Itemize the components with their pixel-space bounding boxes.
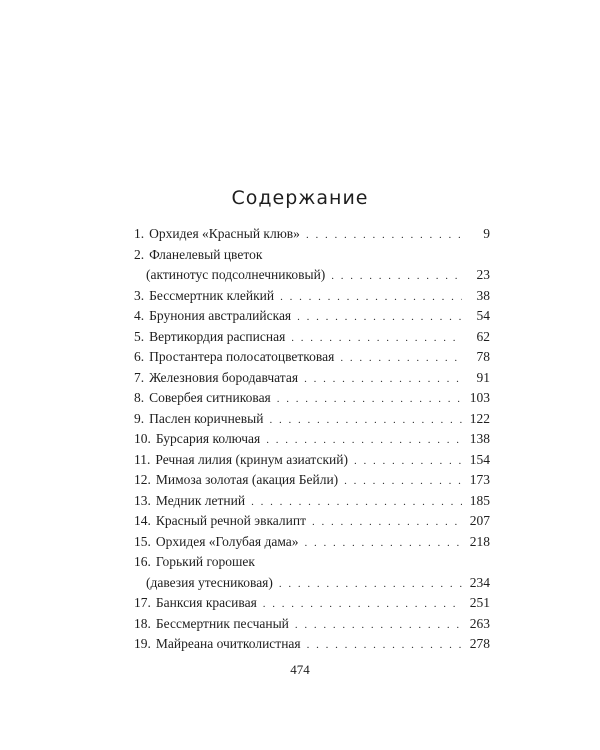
- toc-entry: [134, 388, 490, 409]
- toc-entry-number: 11.: [134, 451, 151, 467]
- dot-leader: [306, 225, 462, 246]
- toc-entry-number: 8.: [134, 390, 145, 405]
- toc-entry-title: Бессмертник клейкий: [149, 287, 275, 303]
- toc-entry-title: Речная лилия (кринум азиатский): [155, 451, 348, 467]
- toc-entry-page: 218: [469, 533, 490, 549]
- table-of-contents: [134, 224, 490, 655]
- toc-entry-row: [134, 532, 490, 553]
- toc-entry-page: 23: [476, 267, 490, 282]
- toc-entry-page: 54: [476, 308, 490, 323]
- dot-leader: [331, 266, 462, 287]
- toc-entry-title: Красный речной эвкалипт: [155, 513, 306, 528]
- toc-entry-page: 154: [469, 451, 490, 467]
- dot-leader: [312, 512, 462, 533]
- toc-entry-title: Совербея ситниковая: [149, 390, 271, 405]
- toc-entry: [134, 552, 490, 593]
- toc-entry-title: Вертикордия расписная: [149, 328, 286, 344]
- toc-entry-row: [134, 306, 490, 327]
- toc-entry-title: Горький горошек: [155, 554, 255, 569]
- dot-leader: [340, 348, 462, 369]
- toc-entry-row: [134, 593, 490, 614]
- toc-entry-title: Орхидея «Голубая дама»: [155, 533, 299, 549]
- toc-entry: [134, 409, 490, 430]
- toc-entry-row: [134, 470, 490, 491]
- toc-entry-number: 3.: [134, 287, 145, 303]
- dot-leader: [277, 389, 462, 410]
- toc-entry-number: 13.: [134, 492, 151, 508]
- toc-entry-title: Бурсария колючая: [155, 431, 261, 446]
- toc-entry: [134, 327, 490, 348]
- toc-entry-page: 78: [476, 349, 490, 364]
- toc-entry-row: [134, 552, 490, 573]
- page-title: Содержание: [231, 187, 369, 209]
- toc-entry-title: Банксия красивая: [155, 595, 257, 610]
- dot-leader: [266, 430, 462, 451]
- toc-entry-page: 138: [469, 431, 490, 446]
- toc-entry: [134, 306, 490, 327]
- toc-entry-number: 2.: [134, 246, 145, 262]
- toc-entry-continuation-row: [134, 573, 490, 594]
- toc-entry: [134, 470, 490, 491]
- toc-entry-page: 62: [476, 328, 490, 344]
- dot-leader: [305, 533, 462, 554]
- toc-entry-row: [134, 450, 490, 471]
- toc-entry-page: 91: [476, 369, 490, 385]
- toc-entry-number: 17.: [134, 595, 151, 610]
- toc-entry-number: 4.: [134, 308, 145, 323]
- dot-leader: [279, 574, 462, 595]
- toc-entry-page: 234: [469, 574, 490, 590]
- toc-entry-page: 278: [469, 636, 490, 651]
- toc-entry: [134, 429, 490, 450]
- toc-entry-number: 15.: [134, 533, 151, 549]
- toc-entry-number: 6.: [134, 349, 145, 364]
- toc-entry-title: Паслен коричневый: [149, 410, 264, 426]
- dot-leader: [291, 328, 462, 349]
- dot-leader: [251, 492, 462, 513]
- toc-entry: [134, 511, 490, 532]
- toc-entry-page: 173: [469, 472, 490, 487]
- toc-entry-number: 14.: [134, 513, 151, 528]
- toc-entry-page: 9: [483, 226, 490, 241]
- dot-leader: [295, 615, 462, 636]
- toc-entry-page: 38: [476, 287, 490, 303]
- toc-entry-number: 16.: [134, 554, 151, 569]
- toc-entry: [134, 634, 490, 655]
- toc-entry-page: 207: [469, 513, 490, 528]
- dot-leader: [280, 287, 462, 308]
- toc-entry: [134, 245, 490, 286]
- toc-entry-row: [134, 409, 490, 430]
- dot-leader: [269, 410, 462, 431]
- toc-entry: [134, 593, 490, 614]
- toc-entry: [134, 368, 490, 389]
- toc-entry-number: 1.: [134, 226, 145, 241]
- toc-entry-row: [134, 634, 490, 655]
- dot-leader: [263, 594, 462, 615]
- dot-leader: [344, 471, 462, 492]
- toc-entry-page: 103: [469, 390, 490, 405]
- toc-entry-row: [134, 614, 490, 635]
- toc-entry-number: 10.: [134, 431, 151, 446]
- toc-entry: [134, 491, 490, 512]
- toc-entry-title: (актинотус подсолнечниковый): [146, 267, 326, 282]
- page-number: 474: [290, 662, 310, 677]
- toc-entry-title: Медник летний: [155, 492, 246, 508]
- toc-entry: [134, 224, 490, 245]
- toc-entry-row: [134, 368, 490, 389]
- toc-entry-title: Майреана очитколистная: [155, 636, 301, 651]
- toc-entry-row: [134, 429, 490, 450]
- toc-entry-page: 251: [469, 595, 490, 610]
- toc-entry-row: [134, 511, 490, 532]
- toc-entry-title: Простантера полосатоцветковая: [149, 349, 335, 364]
- dot-leader: [354, 451, 462, 472]
- toc-entry-row: [134, 491, 490, 512]
- toc-entry-number: 9.: [134, 410, 145, 426]
- toc-entry-title: Фланелевый цветок: [149, 246, 263, 262]
- dot-leader: [304, 369, 462, 390]
- toc-entry-title: Бессмертник песчаный: [155, 615, 289, 631]
- toc-entry-row: [134, 286, 490, 307]
- toc-entry-row: [134, 224, 490, 245]
- toc-entry-number: 7.: [134, 369, 145, 385]
- toc-entry: [134, 347, 490, 368]
- toc-entry-number: 19.: [134, 636, 151, 651]
- toc-entry-title: Железновия бородавчатая: [149, 369, 299, 385]
- toc-entry: [134, 532, 490, 553]
- toc-entry-row: [134, 388, 490, 409]
- toc-entry: [134, 614, 490, 635]
- toc-entry: [134, 450, 490, 471]
- toc-entry-title: (давезия утесниковая): [146, 574, 273, 590]
- toc-entry-number: 12.: [134, 472, 151, 487]
- toc-entry-row: [134, 327, 490, 348]
- toc-entry-number: 18.: [134, 615, 151, 631]
- toc-entry-page: 122: [469, 410, 490, 426]
- toc-entry-number: 5.: [134, 328, 145, 344]
- toc-entry-row: [134, 245, 490, 266]
- toc-entry-row: [134, 347, 490, 368]
- toc-entry-title: Брунония австралийская: [149, 308, 292, 323]
- toc-entry-page: 263: [469, 615, 490, 631]
- toc-entry-page: 185: [469, 492, 490, 508]
- dot-leader: [297, 307, 462, 328]
- toc-entry-continuation-row: [134, 265, 490, 286]
- toc-entry-title: Мимоза золотая (акация Бейли): [155, 472, 339, 487]
- dot-leader: [307, 635, 462, 656]
- toc-entry-title: Орхидея «Красный клюв»: [149, 226, 300, 241]
- toc-entry: [134, 286, 490, 307]
